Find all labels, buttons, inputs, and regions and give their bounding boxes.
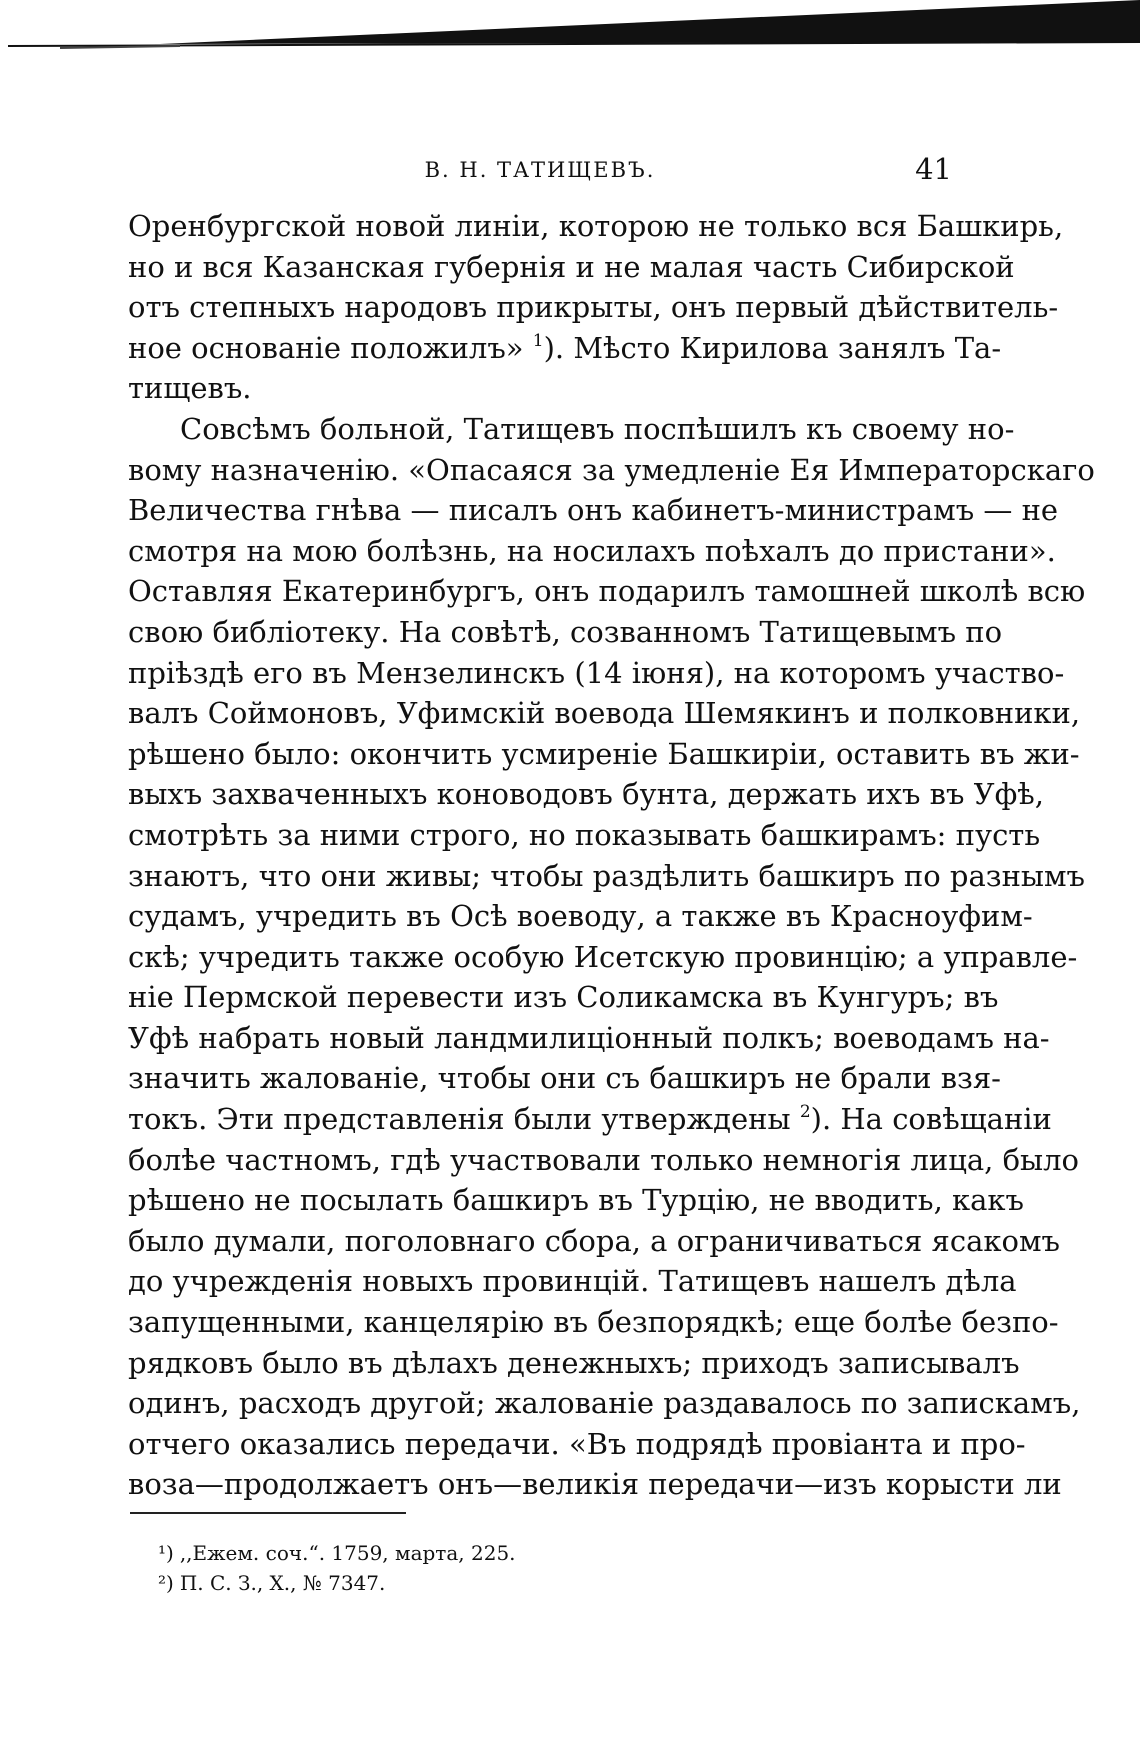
text-line: болѣе частномъ, гдѣ участвовали только немногія лица, было bbox=[128, 1142, 1080, 1177]
text-segment: токъ. Эти представленія были утверждены bbox=[128, 1102, 791, 1137]
text-line: отъ степныхъ народовъ прикрыты, онъ первый дѣйствитель- bbox=[128, 290, 1059, 325]
footnote-mark: ¹) bbox=[158, 1541, 174, 1565]
text-line: Оренбургской новой линіи, которою не только вся Башкирь, bbox=[128, 209, 1064, 243]
text-line: тищевъ. bbox=[128, 371, 252, 406]
text-line: рядковъ было въ дѣлахъ денежныхъ; приходъ записывалъ bbox=[128, 1345, 1020, 1380]
text-line bbox=[128, 328, 1002, 369]
text-line: рѣшено не посылать башкиръ въ Турцію, не вводить, какъ bbox=[128, 1183, 1024, 1218]
text-line: Оставляя Екатеринбургъ, онъ подарилъ тамошней школѣ всю bbox=[128, 574, 1086, 609]
text-line: скѣ; учредить также особую Исетскую провинцію; а управле- bbox=[128, 939, 1078, 974]
body-text bbox=[128, 206, 1095, 1505]
text-segment: ное основаніе положилъ» bbox=[128, 330, 524, 365]
text-line: судамъ, учредить въ Осѣ воеводу, а также въ Красноуфим- bbox=[128, 899, 1033, 934]
text-line: отчего оказались передачи. «Въ подрядѣ провіанта и про- bbox=[128, 1426, 1026, 1461]
page-top-rule bbox=[0, 0, 1140, 60]
text-line: запущенными, канцелярію въ безпорядкѣ; еще болѣе безпо- bbox=[128, 1305, 1059, 1340]
footnote-ref: 2 bbox=[799, 1102, 811, 1123]
text-line: значить жалованіе, чтобы они съ башкиръ не брали взя- bbox=[128, 1061, 1001, 1096]
text-line: но и вся Казанская губернія и не малая часть Сибирской bbox=[128, 249, 1015, 284]
text-line: Совсѣмъ больной, Татищевъ поспѣшилъ къ своему но- bbox=[180, 411, 1015, 446]
footnote-1 bbox=[158, 1538, 858, 1568]
text-line: Уфѣ набрать новый ландмилиціонный полкъ; воеводамъ на- bbox=[128, 1020, 1050, 1055]
text-line: рѣшено было: окончить усмиреніе Башкиріи, оставить въ жи- bbox=[128, 736, 1080, 771]
text-line: смотря на мою болѣзнь, на носилахъ поѣхалъ до пристани». bbox=[128, 533, 1056, 568]
text-line: смотрѣть за ними строго, но показывать башкирамъ: пусть bbox=[128, 817, 1041, 852]
page-header bbox=[128, 152, 952, 192]
text-line: было думали, поголовнаго сбора, а ограничиваться ясакомъ bbox=[128, 1223, 1060, 1258]
footnote-ref: 1 bbox=[532, 330, 544, 351]
text-segment: ). Мѣсто Кирилова занялъ Та- bbox=[543, 330, 1002, 365]
footnote-2 bbox=[158, 1568, 858, 1598]
text-line: до учрежденія новыхъ провинцій. Татищевъ нашелъ дѣла bbox=[128, 1264, 1017, 1299]
footnote-mark: ²) bbox=[158, 1571, 174, 1595]
text-line: знаютъ, что они живы; чтобы раздѣлить башкиръ по разнымъ bbox=[128, 858, 1085, 893]
text-line bbox=[128, 1099, 1052, 1140]
running-head: В. Н. ТАТИЩЕВЪ. bbox=[424, 158, 656, 182]
text-line: вому назначенію. «Опасаяся за умедленіе Ея Императорскаго bbox=[128, 452, 1095, 487]
text-line: ніе Пермской перевести изъ Соликамска въ Кунгуръ; въ bbox=[128, 980, 999, 1015]
footnotes bbox=[158, 1538, 858, 1598]
text-line: свою библіотеку. На совѣтѣ, созванномъ Татищевымъ по bbox=[128, 614, 1003, 649]
footnote-text: П. С. З., Х., № 7347. bbox=[179, 1571, 386, 1595]
footnote-rule bbox=[130, 1512, 406, 1514]
text-line: валъ Соймоновъ, Уфимскій воевода Шемякинъ и полковники, bbox=[128, 696, 1081, 731]
text-line: воза—продолжаетъ онъ—великія передачи—изъ корысти ли bbox=[128, 1467, 1062, 1502]
footnote-text: ,,Ежем. соч.“. 1759, марта, 225. bbox=[179, 1541, 516, 1565]
text-line: пріѣздѣ его въ Мензелинскъ (14 іюня), на которомъ участво- bbox=[128, 655, 1065, 690]
text-line: Величества гнѣва — писалъ онъ кабинетъ-министрамъ — не bbox=[128, 493, 1059, 528]
page-number: 41 bbox=[915, 152, 952, 186]
text-line: одинъ, расходъ другой; жалованіе раздавалось по запискамъ, bbox=[128, 1386, 1081, 1421]
text-segment: ). На совѣщаніи bbox=[810, 1102, 1052, 1137]
text-line: выхъ захваченныхъ коноводовъ бунта, держать ихъ въ Уфѣ, bbox=[128, 777, 1045, 812]
